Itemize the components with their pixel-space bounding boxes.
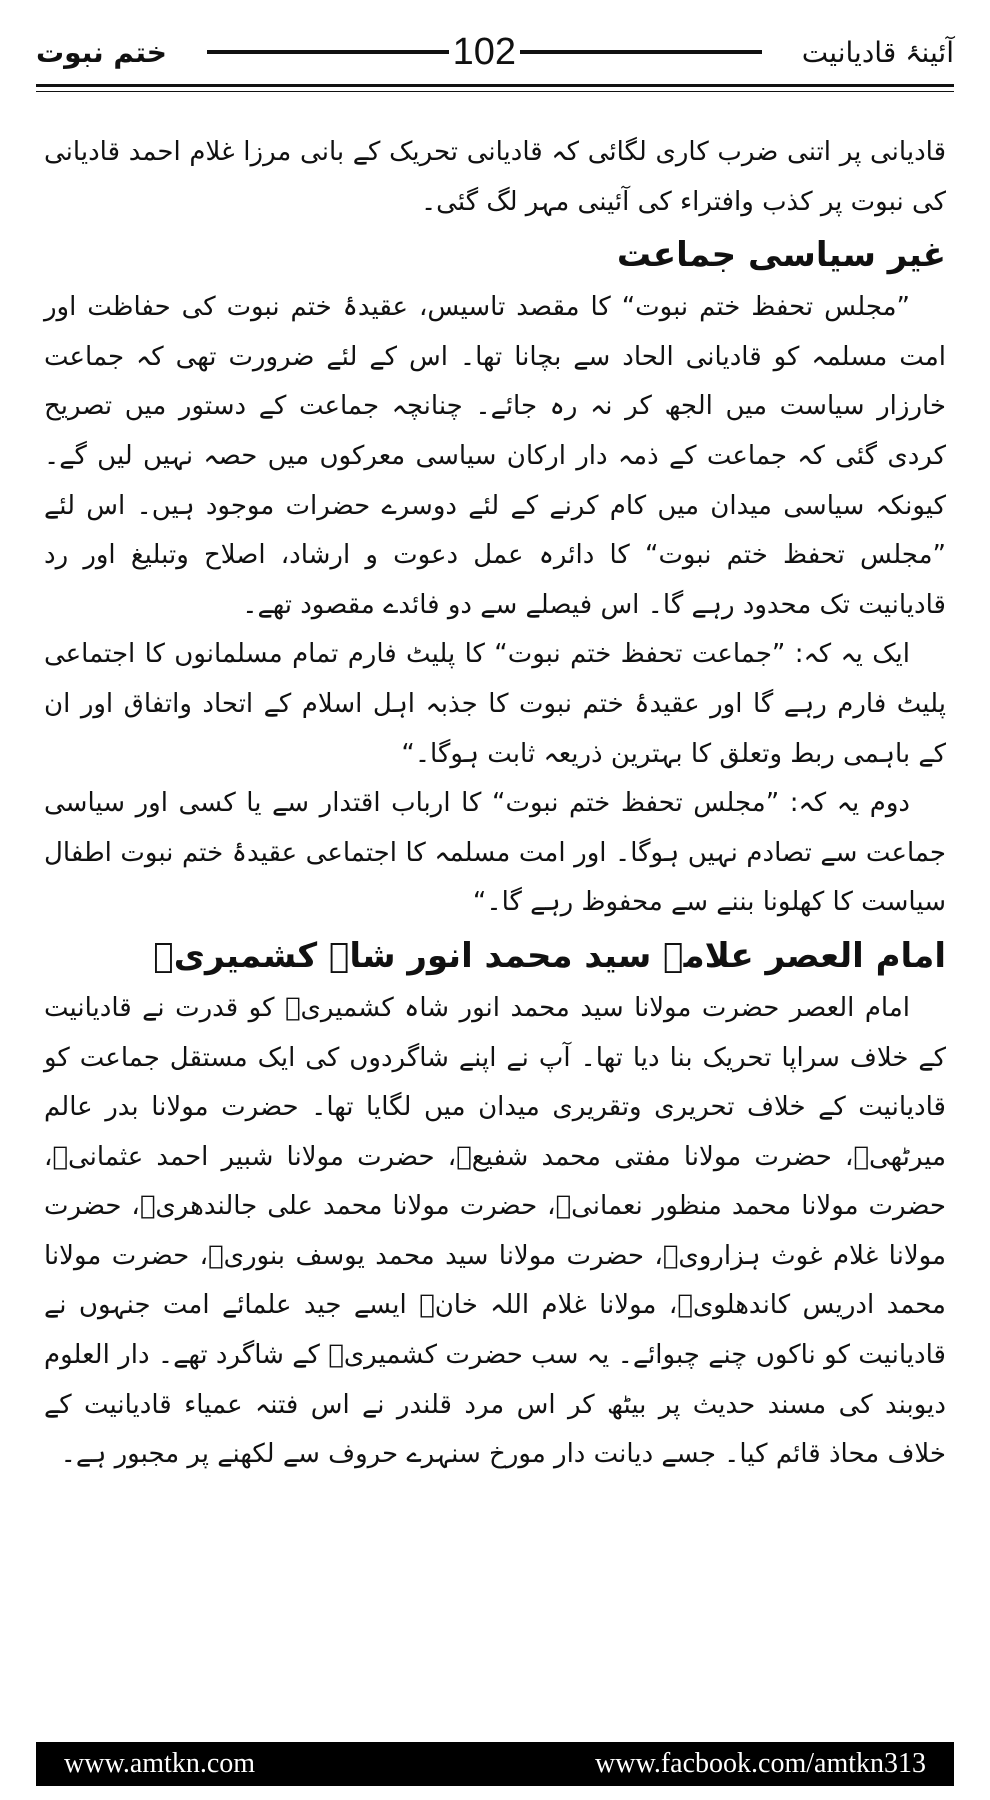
paragraph-kashmiri-students: امام العصر حضرت مولانا سید محمد انور شاہ کشمیریؒ کو قدرت نے قادیانیت کے خلاف سراپا تحریک بنا دیا تھا۔ آپ نے اپنے شاگردوں کی ایک مستقل جماعت کو قادیانیت کے خلاف تحریری وتقریری میدان میں لگایا تھا۔ حضرت مولانا بدر عالم میرٹھیؒ، حضرت مولانا مفتی محمد شفیعؒ، حضرت مولانا شبیر احمد عثمانیؒ، حضرت مولانا محمد منظور نعمانیؒ، حضرت مولانا محمد علی جالندھریؒ، حضرت مولانا غلام غوث ہزارویؒ، حضرت مولانا سید محمد یوسف بنوریؒ، حضرت مولانا محمد ادریس کاندھلویؒ، مولانا غلام اللہ خانؒ ایسے جید علمائے امت جنہوں نے قادیانیت کو ناکوں چنے چبوائے۔ یہ سب حضرت کشمیریؒ کے شاگرد تھے۔ دار العلوم دیوبند کی مسند حدیث پر بیٹھ کر اس مرد قلندر نے اس فتنہ عمیاء قادیانیت کے خلاف محاذ قائم کیا۔ جسے دیانت دار مورخ سنہرے حروف سے لکھنے پر مجبور ہے۔	[44, 992, 946, 1470]
page-number-bar	[207, 33, 762, 71]
header-divider	[36, 84, 954, 92]
page-number: 102	[452, 31, 517, 73]
page-footer	[36, 1742, 954, 1786]
paragraph-second-benefit: دوم یہ کہ: ”مجلس تحفظ ختم نبوت“ کا ارباب اقتدار سے یا کسی اور سیاسی جماعت سے تصادم نہیں ہوگا۔ اور امت مسلمہ کا اجتماعی عقیدۂ ختم نبوت اطفال سیاست کا کھلونا بننے سے محفوظ رہے گا۔“	[44, 788, 946, 918]
footer-facebook-link[interactable]: www.facbook.com/amtkn313	[595, 1748, 926, 1779]
header-topic: ختم نبوت	[36, 35, 167, 69]
paragraph-first-benefit: ایک یہ کہ: ”جماعت تحفظ ختم نبوت“ کا پلیٹ فارم تمام مسلمانوں کا اجتماعی پلیٹ فارم رہے گا اور عقیدۂ ختم نبوت کا جذبہ اہل اسلام کے اتحاد واتفاق اور ان کے باہمی ربط وتعلق کا بہترین ذریعہ ثابت ہوگا۔“	[44, 639, 946, 769]
intro-paragraph: قادیانی پر اتنی ضرب کاری لگائی کہ قادیانی تحریک کے بانی مرزا غلام احمد قادیانی کی نبوت پر کذب وافتراء کی آئینی مہر لگ گئی۔	[44, 137, 946, 217]
footer-website-link[interactable]: www.amtkn.com	[64, 1748, 256, 1779]
header-rule-left	[207, 50, 449, 54]
section-heading-anwar-shah-kashmiri: امام العصر علامہ سید محمد انور شاہ کشمیریؒ	[153, 935, 946, 976]
page-header	[36, 28, 954, 76]
page-body	[44, 128, 946, 1480]
header-rule-right	[520, 50, 762, 54]
section-heading-non-political: غیر سیاسی جماعت	[616, 235, 946, 276]
paragraph-majlis-purpose: ”مجلس تحفظ ختم نبوت“ کا مقصد تاسیس، عقیدۂ ختم نبوت کی حفاظت اور امت مسلمہ کو قادیانی الحاد سے بچانا تھا۔ اس کے لئے ضرورت تھی کہ جماعت خارزار سیاست میں الجھ کر نہ رہ جائے۔ چنانچہ جماعت کے دستور میں تصریح کردی گئی کہ جماعت کے ذمہ دار ارکان سیاسی معرکوں میں حصہ نہیں لیں گے۔ کیونکہ سیاسی میدان میں کام کرنے کے لئے دوسرے حضرات موجود ہیں۔ اس لئے ”مجلس تحفظ ختم نبوت“ کا دائرہ عمل دعوت و ارشاد، اصلاح وتبلیغ اور رد قادیانیت تک محدود رہے گا۔ اس فیصلے سے دو فائدے مقصود تھے۔	[44, 292, 946, 620]
header-book-title: آئینۂ قادیانیت	[801, 35, 954, 69]
